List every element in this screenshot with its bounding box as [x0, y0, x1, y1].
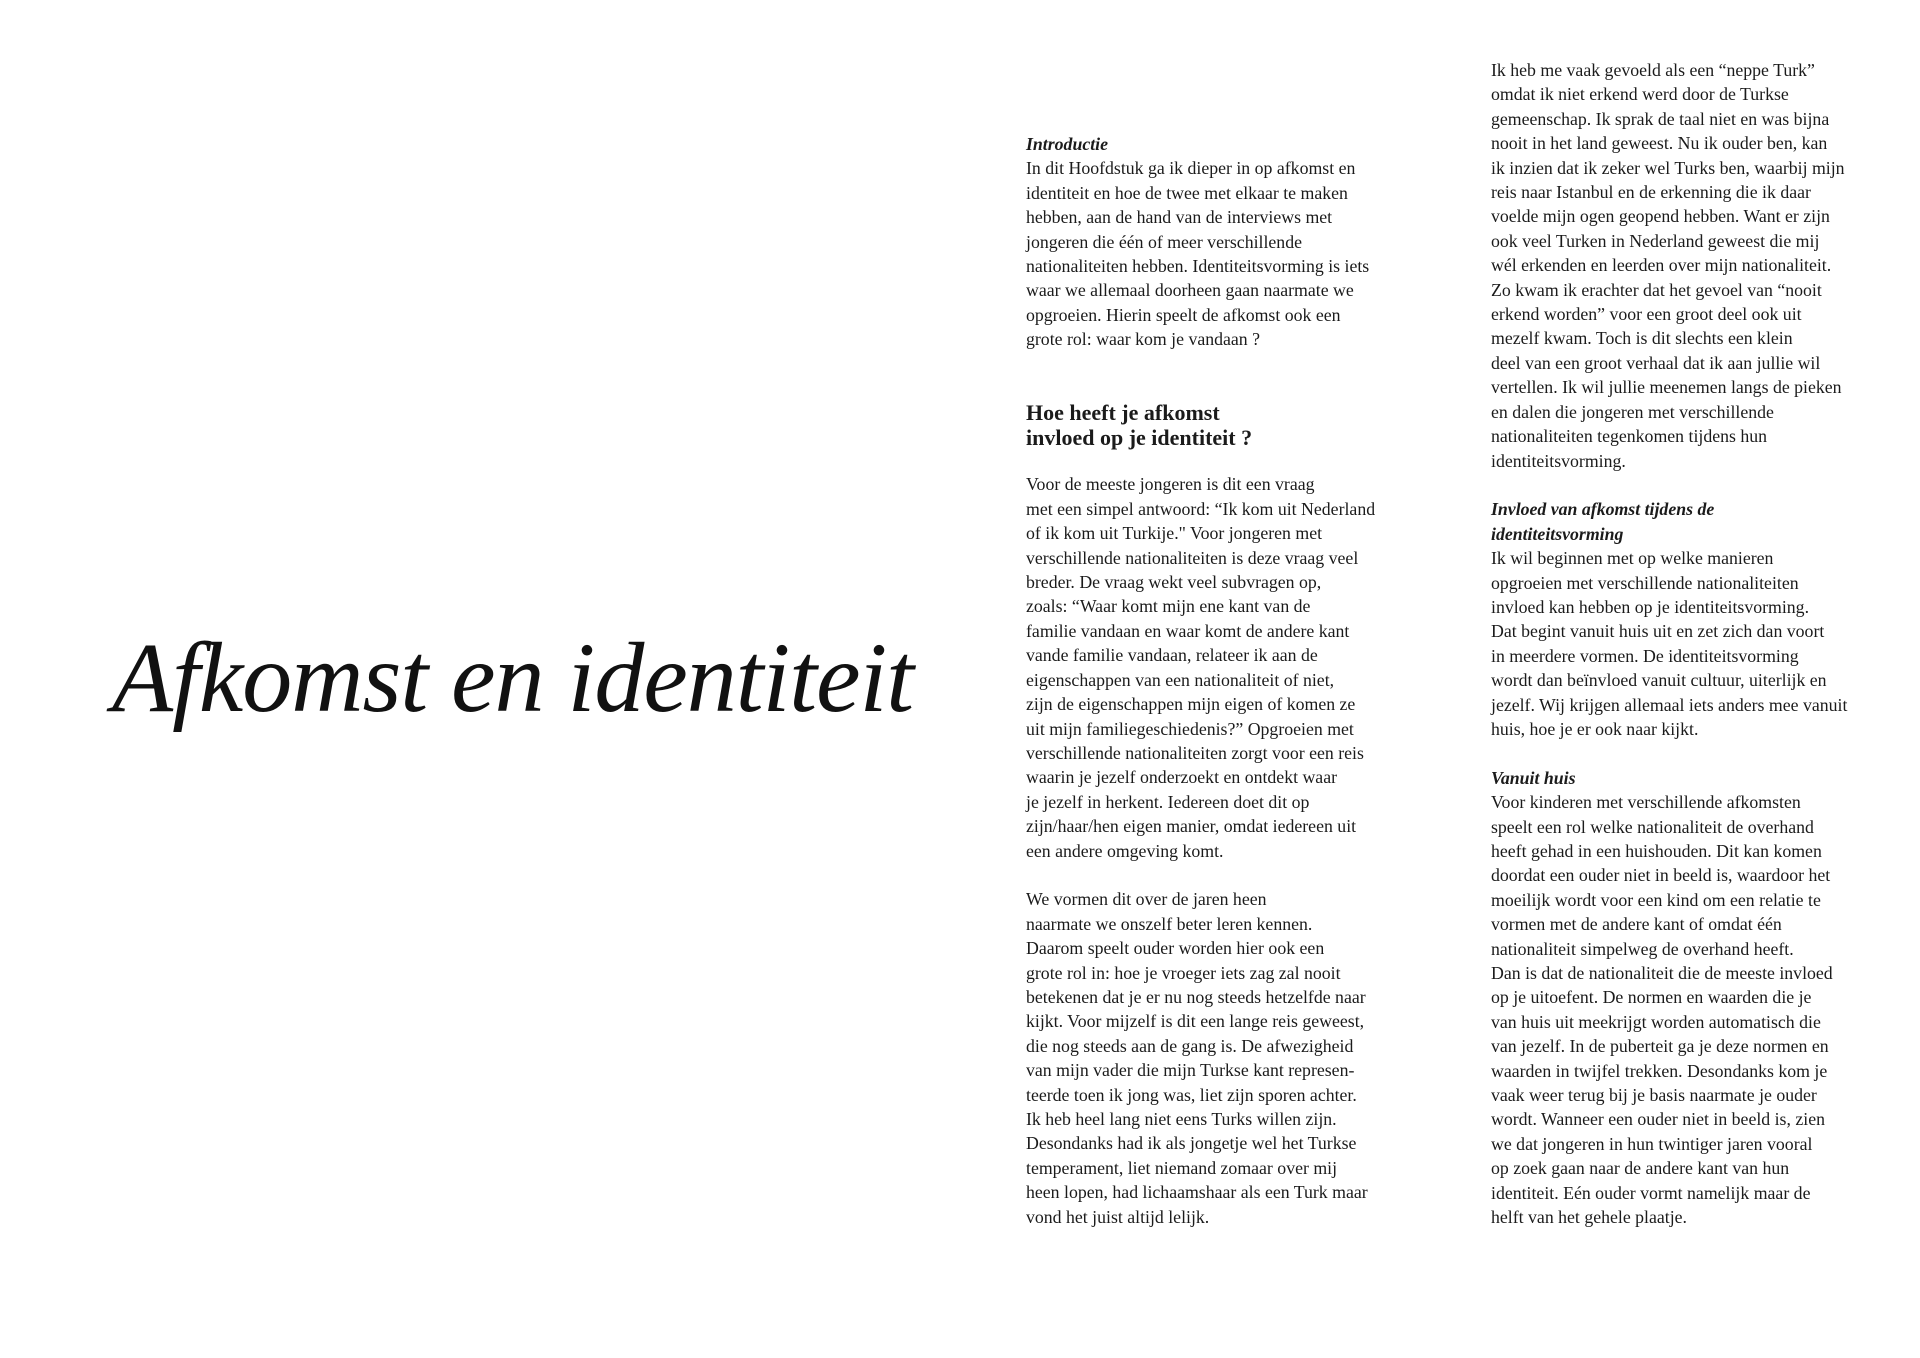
text-line: ook veel Turken in Nederland geweest die mij: [1491, 230, 1820, 251]
text-line: Desondanks had ik als jongetje wel het Turkse: [1026, 1133, 1357, 1154]
text-line: invloed kan hebben op je identiteitsvorming.: [1491, 596, 1810, 617]
text-line: van mijn vader die mijn Turkse kant represen-: [1026, 1060, 1355, 1081]
body-paragraph-4: [1491, 546, 1891, 741]
text-line: zijn de eigenschappen mijn eigen of komen ze: [1026, 694, 1356, 715]
text-line: gemeenschap. Ik sprak de taal niet en was bijna: [1491, 108, 1830, 129]
section-heading-line: Hoe heeft je afkomst: [1026, 400, 1220, 426]
text-line: vertellen. Ik wil jullie meenemen langs de pieken: [1491, 377, 1842, 398]
text-line: Voor de meeste jongeren is dit een vraag: [1026, 474, 1315, 495]
body-paragraph-5: [1491, 790, 1891, 1229]
text-line: waarden in twijfel trekken. Desondanks kom je: [1491, 1060, 1828, 1081]
text-line: doordat een ouder niet in beeld is, waardoor het: [1491, 865, 1831, 886]
body-paragraph-2: [1026, 887, 1426, 1229]
subheading-invloed: [1491, 497, 1891, 546]
text-line: Daarom speelt ouder worden hier ook een: [1026, 938, 1325, 959]
text-line: wordt. Wanneer een ouder niet in beeld is, zien: [1491, 1109, 1825, 1130]
text-line: opgroeien. Hierin speelt de afkomst ook een: [1026, 304, 1341, 325]
text-line: zijn/haar/hen eigen manier, omdat iedereen uit: [1026, 816, 1357, 837]
text-line: jezelf. Wij krijgen allemaal iets anders mee vanuit: [1491, 694, 1848, 715]
text-line: waarin je jezelf onderzoekt en ontdekt waar: [1026, 767, 1338, 788]
text-line: Ik heb me vaak gevoeld als een “neppe Turk”: [1491, 60, 1815, 80]
text-line: helft van het gehele plaatje.: [1491, 1207, 1687, 1228]
subheading-line: Invloed van afkomst tijdens de: [1491, 499, 1715, 520]
text-line: In dit Hoofdstuk ga ik dieper in op afkomst en: [1026, 158, 1356, 179]
text-line: mezelf kwam. Toch is dit slechts een klein: [1491, 328, 1793, 349]
text-line: identiteit en hoe de twee met elkaar te maken: [1026, 182, 1348, 203]
text-line: verschillende nationaliteiten is deze vraag veel: [1026, 547, 1359, 568]
text-line: speelt een rol welke nationaliteit de overhand: [1491, 816, 1814, 837]
text-line: breder. De vraag wekt veel subvragen op,: [1026, 572, 1322, 593]
text-line: nationaliteiten tegenkomen tijdens hun: [1491, 426, 1768, 447]
text-line: heen lopen, had lichaamshaar als een Turk maar: [1026, 1182, 1368, 1203]
chapter-title: Afkomst en identiteit: [112, 622, 914, 733]
text-line: we dat jongeren in hun twintiger jaren vooral: [1491, 1133, 1813, 1154]
text-line: nooit in het land geweest. Nu ik ouder ben, kan: [1491, 133, 1828, 154]
section-heading: [1026, 400, 1426, 450]
text-line: wél erkenden en leerden over mijn nationaliteit.: [1491, 255, 1832, 276]
text-line: grote rol: waar kom je vandaan ?: [1026, 329, 1261, 350]
intro-paragraph: [1026, 156, 1426, 351]
text-line: wordt dan beïnvloed vanuit cultuur, uiterlijk en: [1491, 670, 1827, 691]
text-line: nationaliteiten hebben. Identiteitsvorming is iets: [1026, 256, 1370, 277]
text-line: vond het juist altijd lelijk.: [1026, 1206, 1210, 1227]
text-line: heeft gehad in een huishouden. Dit kan komen: [1491, 840, 1822, 861]
text-line: zoals: “Waar komt mijn ene kant van de: [1026, 596, 1311, 617]
text-line: We vormen dit over de jaren heen: [1026, 889, 1267, 910]
body-paragraph-1: [1026, 472, 1426, 863]
text-line: met een simpel antwoord: “Ik kom uit Nederland: [1026, 498, 1376, 519]
text-line: reis naar Istanbul en de erkenning die ik daar: [1491, 182, 1811, 203]
text-line: familie vandaan en waar komt de andere kant: [1026, 620, 1350, 641]
text-line: moeilijk wordt voor een kind om een relatie te: [1491, 889, 1821, 910]
text-line: en dalen die jongeren met verschillende: [1491, 401, 1774, 422]
text-line: waar we allemaal doorheen gaan naarmate we: [1026, 280, 1354, 301]
subheading-vanuit-huis: Vanuit huis: [1491, 767, 1576, 788]
intro-subheading: Introductie: [1026, 134, 1109, 154]
text-line: vande familie vandaan, relateer ik aan de: [1026, 645, 1318, 666]
middle-text-column: [1026, 132, 1426, 1229]
text-line: nationaliteit simpelweg de overhand heeft.: [1491, 938, 1794, 959]
text-line: identiteitsvorming.: [1491, 450, 1626, 471]
text-line: Dat begint vanuit huis uit en zet zich dan voort: [1491, 621, 1825, 642]
text-line: hebben, aan de hand van de interviews met: [1026, 207, 1333, 228]
text-line: Dan is dat de nationaliteit die de meeste invloed: [1491, 963, 1833, 983]
text-line: Zo kwam ik erachter dat het gevoel van “nooit: [1491, 279, 1822, 300]
text-line: op je uitoefent. De normen en waarden die je: [1491, 987, 1812, 1008]
text-line: kijkt. Voor mijzelf is dit een lange reis geweest,: [1026, 1011, 1365, 1032]
text-line: erkend worden” voor een groot deel ook uit: [1491, 304, 1802, 325]
text-line: identiteit. Eén ouder vormt namelijk maar de: [1491, 1182, 1811, 1203]
text-line: je jezelf in herkent. Iedereen doet dit op: [1026, 791, 1310, 812]
text-line: deel van een groot verhaal dat ik aan jullie wil: [1491, 352, 1821, 373]
text-line: omdat ik niet erkend werd door de Turkse: [1491, 84, 1789, 105]
text-line: Voor kinderen met verschillende afkomsten: [1491, 792, 1801, 813]
text-line: jongeren die één of meer verschillende: [1026, 231, 1302, 252]
text-line: eigenschappen van een nationaliteit of niet,: [1026, 669, 1335, 690]
text-line: op zoek gaan naar de andere kant van hun: [1491, 1158, 1790, 1179]
text-line: in meerdere vormen. De identiteitsvorming: [1491, 645, 1799, 666]
text-line: teerde toen ik jong was, liet zijn sporen achter.: [1026, 1084, 1357, 1105]
text-line: vaak weer terug bij je basis naarmate je ouder: [1491, 1085, 1817, 1106]
text-line: van jezelf. In de puberteit ga je deze normen en: [1491, 1036, 1829, 1057]
text-line: die nog steeds aan de gang is. De afwezigheid: [1026, 1035, 1354, 1056]
text-line: grote rol in: hoe je vroeger iets zag zal nooit: [1026, 962, 1341, 983]
text-line: of ik kom uit Turkije." Voor jongeren met: [1026, 523, 1323, 544]
body-paragraph-3: [1491, 58, 1891, 473]
text-line: verschillende nationaliteiten zorgt voor een reis: [1026, 742, 1364, 763]
text-line: betekenen dat je er nu nog steeds hetzelfde naar: [1026, 986, 1366, 1007]
section-heading-line: invloed op je identiteit ?: [1026, 425, 1253, 451]
text-line: vormen met de andere kant of omdat één: [1491, 914, 1782, 935]
text-line: temperament, liet niemand zomaar over mij: [1026, 1157, 1338, 1178]
text-line: opgroeien met verschillende nationaliteiten: [1491, 572, 1799, 593]
text-line: een andere omgeving komt.: [1026, 840, 1224, 861]
text-line: ik inzien dat ik zeker wel Turks ben, waarbij mijn: [1491, 157, 1845, 178]
text-line: Ik heb heel lang niet eens Turks willen zijn.: [1026, 1109, 1337, 1129]
subheading-line: identiteitsvorming: [1491, 523, 1624, 544]
text-line: voelde mijn ogen geopend hebben. Want er zijn: [1491, 206, 1830, 227]
right-text-column: [1491, 58, 1891, 1229]
text-line: uit mijn familiegeschiedenis?” Opgroeien met: [1026, 718, 1354, 739]
text-line: Ik wil beginnen met op welke manieren: [1491, 548, 1774, 569]
text-line: naarmate we onszelf beter leren kennen.: [1026, 913, 1313, 934]
text-line: huis, hoe je er ook naar kijkt.: [1491, 718, 1699, 739]
text-line: van huis uit meekrijgt worden automatisch die: [1491, 1011, 1821, 1032]
